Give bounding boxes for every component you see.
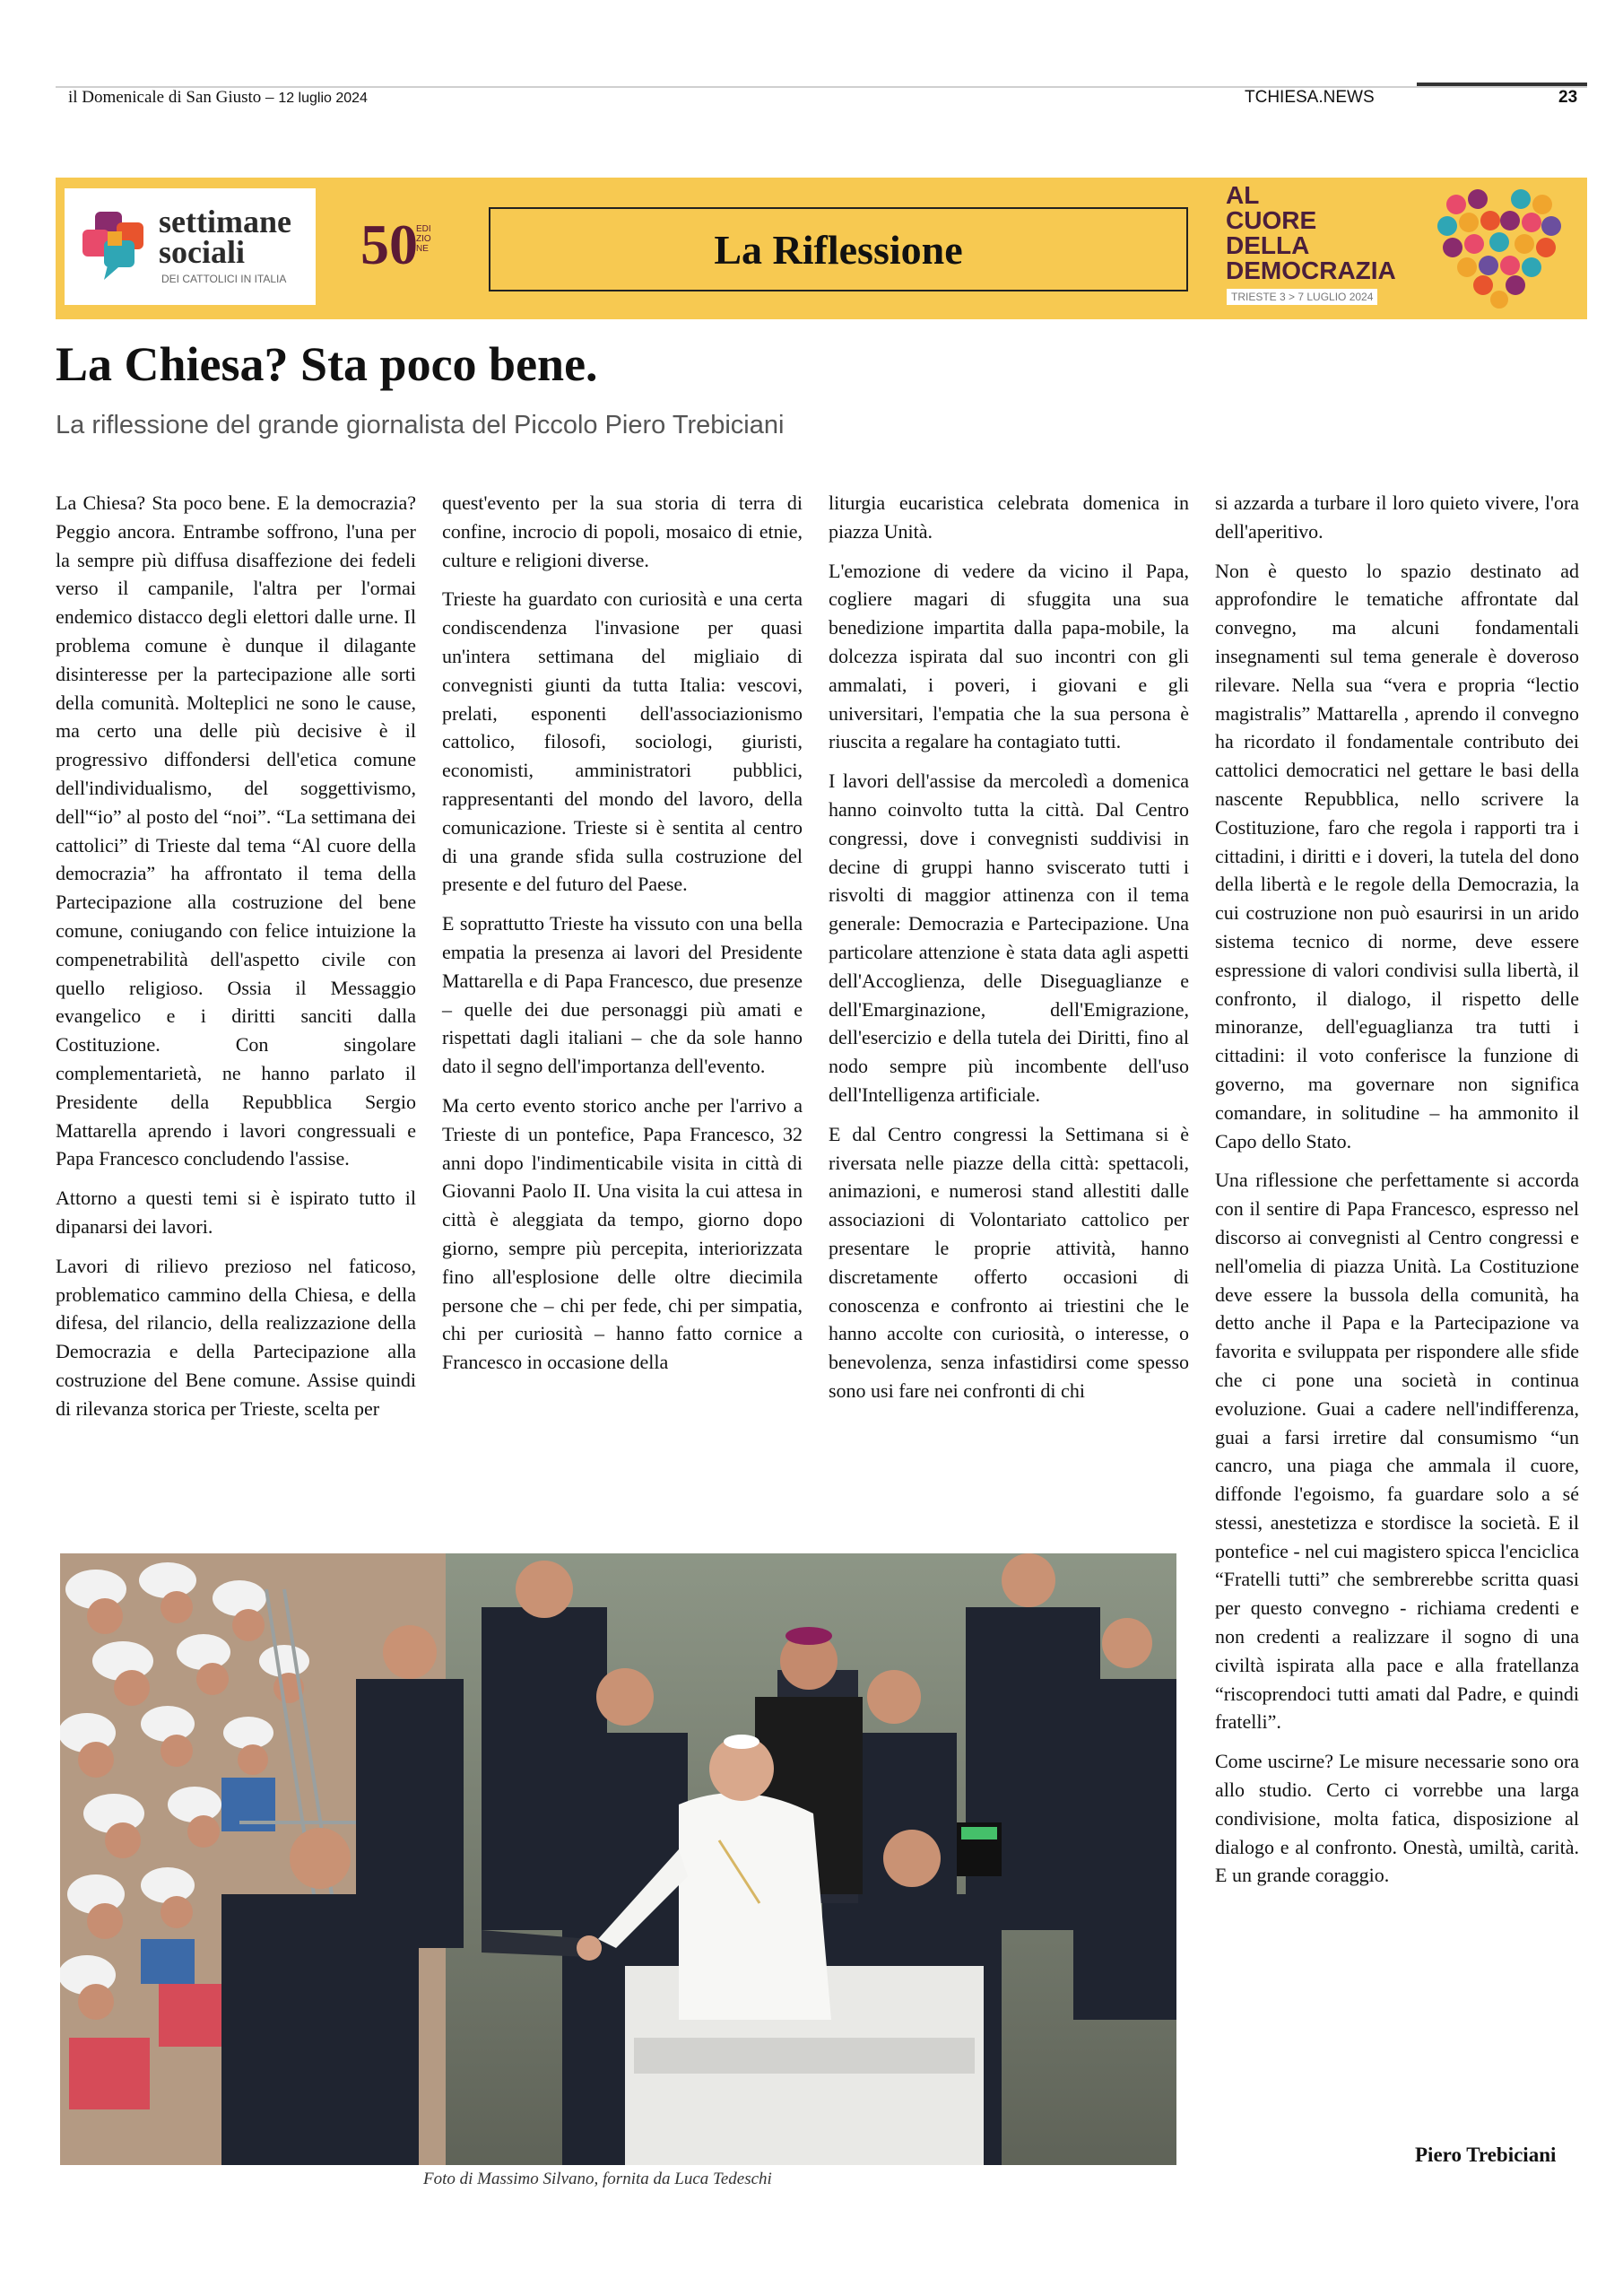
- paragraph: Come uscirne? Le misure necessarie sono ora allo studio. Certo ci vorrebbe una larga condivisione, molta fatica, disposizione al dialogo e al confronto. Onestà, umiltà, carità. E un grande coraggio.: [1215, 1750, 1579, 1887]
- section-title: La Riflessione: [714, 226, 963, 273]
- event-dates: TRIESTE 3 > 7 LUGLIO 2024: [1227, 289, 1377, 305]
- paragraph: Una riflessione che perfettamente si accorda con il sentire di Papa Francesco, espresso nel discorso ai convegnisti al Centro congressi e nell'omelia di piazza Unità. La Costituzione deve essere la bussola della comunità, ha detto anche il Papa e la Partecipazione va favorita e sviluppata per rispondere alle sfide che ci pone una società in continua evoluzione. Guai a cadere nell'indifferenza, guai a farsi irretire dal consumismo “un cancro, una piaga che ammala il cuore, diffonde l'egoismo, fa guardare solo a sé stessi, anestetizza e stordisce la società. E il pontefice - nel cui magistero spicca l'enciclica “Fratelli tutti” che sembrerebbe scritta quasi per questo convegno - richiama credenti e non credenti a realizzare il sogno di una civiltà ispirata alla pace e alla fratellanza “riscoprendoci tutti amati dal Padre, e quindi fratelli”.: [1215, 1169, 1579, 1734]
- paragraph: Attorno a questi temi si è ispirato tutto il dipanarsi dei lavori.: [56, 1187, 416, 1238]
- paragraph: L'emozione di vedere da vicino il Papa, cogliere magari di sfuggita una sua benedizione impartita dalla papa-mobile, la dolcezza ispirata dal suo incontri con gli ammalati, i poveri, i giovani e gli universitari, l'empatia che la sua persona è riuscita a regalare ha contagiato tutti.: [829, 559, 1189, 753]
- logo-line-1: settimane: [159, 204, 291, 239]
- mosaic-heart-icon: [1436, 187, 1562, 309]
- paragraph: E soprattutto Trieste ha vissuto con una bella empatia la presenza ai lavori del Presidente Mattarella e di Papa Francesco, due presenze – quelle dei due personaggi più amati e rispettati dagli italiani – che da sole hanno dato il segno dell'importanza dell'evento.: [442, 912, 803, 1078]
- article-subhead: La riflessione del grande giornalista del Piccolo Piero Trebiciani: [56, 411, 785, 439]
- slogan-line: DEMOCRAZIA: [1226, 257, 1396, 284]
- event-slogan: [1226, 183, 1396, 283]
- issue-date: 12 luglio 2024: [278, 91, 368, 106]
- paragraph: E dal Centro congressi la Settimana si è riversata nelle piazze della città: spettacoli, animazioni, e numerosi stand allestiti dalle associazioni di Volontariato cattolico per presentare le proprie attività, hanno discretamente offerto occasioni di conoscenza e confronto ai triestini che le hanno accolte con curiosità, o interesse, o benevolenza, senza infastidirsi come spesso sono usi fare nei confronti di chi: [829, 1122, 1189, 1402]
- header-rule-accent: [1417, 83, 1587, 86]
- anniversary-note: EDI ZIO NE: [416, 224, 431, 254]
- paragraph: Lavori di rilievo prezioso nel faticoso, problematico cammino della Chiesa, e della difesa, del rilancio, della realizzazione della Democrazia e della Partecipazione alla costruzione del Bene comune. Assise quindi di rilevanza storica per Trieste, scelta per: [56, 1254, 416, 1420]
- article-photo: [60, 1553, 1176, 2165]
- paragraph: liturgia eucaristica celebrata domenica in piazza Unità.: [829, 491, 1189, 543]
- section-title-box: [489, 207, 1188, 291]
- slogan-line: AL: [1226, 181, 1260, 209]
- anniversary-number: 50: [360, 213, 418, 276]
- article-column-3: [829, 489, 1189, 1416]
- site-name[interactable]: TCHIESA.NEWS: [1245, 88, 1375, 107]
- paragraph: si azzarda a turbare il loro quieto vivere, l'ora dell'aperitivo.: [1215, 491, 1579, 543]
- paragraph: La Chiesa? Sta poco bene. E la democrazia? Peggio ancora. Entrambe soffrono, l'una per la sempre più diffusa disaffezione dei fedeli verso il campanile, l'altra per l'ormai endemico distacco degli elettori dalle urne. Il problema comune è dunque il dilagante disinteresse per la partecipazione alle sorti della comunità. Molteplici ne sono le cause, ma certo una delle più decisive è il progressivo diffondersi dell'etica comune dell'individualismo, del soggettivismo, dell'“io” al posto del “noi”. “La settimana dei cattolici” di Trieste dal tema “Al cuore della democrazia” ha affrontato il tema della Partecipazione alla costruzione del bene comune, coniugando con felice intuizione la compenetrabilità dell'aspetto civile con quello religioso. Ossia il Messaggio evangelico e i diritti sanciti dalla Costituzione. Con singolare complementarietà, ne hanno parlato il Presidente della Repubblica Sergio Mattarella aprendo i lavori congressuali e Papa Francesco concludendo l'assise.: [56, 491, 416, 1170]
- running-head-publication: [68, 88, 368, 108]
- author-signature: Piero Trebiciani: [1415, 2144, 1557, 2166]
- article-column-4: [1215, 489, 1579, 1900]
- pope-crowd-photo: [60, 1553, 1176, 2165]
- article-column-2: [442, 489, 803, 1387]
- paragraph: I lavori dell'assise da mercoledì a domenica hanno coinvolto tutta la città. Dal Centro congressi, dove i convegnisti suddivisi in decine di gruppi hanno sviscerato tutti i risvolti di maggior attinenza con il tema generale: Democrazia e Partecipazione. Una particolare attenzione è stata data agli aspetti dell'Accoglienza, delle Diseguaglianze e dell'Emarginazione, dell'Emigrazione, dell'esercizio e della tutela dei Diritti, fino al nodo sempre più incombente dell'uso dell'Intelligenza artificiale.: [829, 770, 1189, 1106]
- logo-wordmark: [159, 204, 291, 270]
- slogan-line: DELLA: [1226, 231, 1310, 259]
- paragraph: Trieste ha guardato con curiosità e una certa condiscendenza l'invasione per quasi un'intera settimana del migliaio di convegnisti giunti da tutta Italia: vescovi, prelati, esponenti dell'associazionismo cattolico, filosofi, sociologi, giuristi, economisti, amministratori pubblici, rappresentanti del mondo del lavoro, della comunicazione. Trieste si è sentita al centro di una grande sfida sulla costruzione del presente e del futuro del Paese.: [442, 587, 803, 896]
- photo-caption: Foto di Massimo Silvano, fornita da Luca Tedeschi: [423, 2170, 772, 2188]
- slogan-line: CUORE: [1226, 206, 1317, 234]
- paragraph: quest'evento per la sua storia di terra di confine, incrocio di popoli, mosaico di etnie, culture e religioni diverse.: [442, 491, 803, 571]
- paragraph: Non è questo lo spazio destinato ad approfondire le tematiche affrontate dal convegno, ma alcuni fondamentali insegnamenti sul tema generale è doveroso rilevare. Nella sua “vera e propria “lectio magistralis” Mattarella , aprendo il convegno ha ricordato il fondamentale contributo dei cattolici democratici nel gettare le basi della nascente Repubblica, nello scrivere la Costituzione, faro che regola i rapporti tra i cittadini, i diritti e i doveri, la tutela del dono della libertà e le regole della Democrazia, la cui costruzione non può esaurirsi in un arido sistema tecnico di norme, deve essere espressione di valori condivisi sulla libertà, il confronto, il dialogo, il rispetto delle minoranze, dell'eguaglianza tra tutti i cittadini: il voto conferisce la funzione di governo, ma governare non significa comandare, in solitudine – ha ammonito il Capo dello Stato.: [1215, 559, 1579, 1152]
- publication-name: il Domenicale di San Giusto –: [68, 88, 274, 107]
- paragraph: Ma certo evento storico anche per l'arrivo a Trieste di un pontefice, Papa Francesco, 32 anni dopo l'indimenticabile visita in città di Giovanni Paolo II. Una visita la cui attesa in città è aleggiata da tempo, giorno dopo giorno, sempre più percepita, interiorizzata fino all'esplosione delle oltre diecimila persone che – chi per fede, chi per simpatia, chi per curiosità – hanno fatto cornice a Francesco in occasione della: [442, 1093, 803, 1374]
- logo-subtitle: DEI CATTOLICI IN ITALIA: [161, 273, 287, 285]
- article-column-1: [56, 489, 416, 1434]
- settimane-sociali-logo: [65, 188, 316, 305]
- article-headline: La Chiesa? Sta poco bene.: [56, 337, 598, 391]
- section-banner: [56, 178, 1587, 319]
- logo-line-2: sociali: [159, 234, 245, 270]
- speech-bubbles-icon: [77, 208, 152, 283]
- page-number: 23: [1558, 88, 1578, 107]
